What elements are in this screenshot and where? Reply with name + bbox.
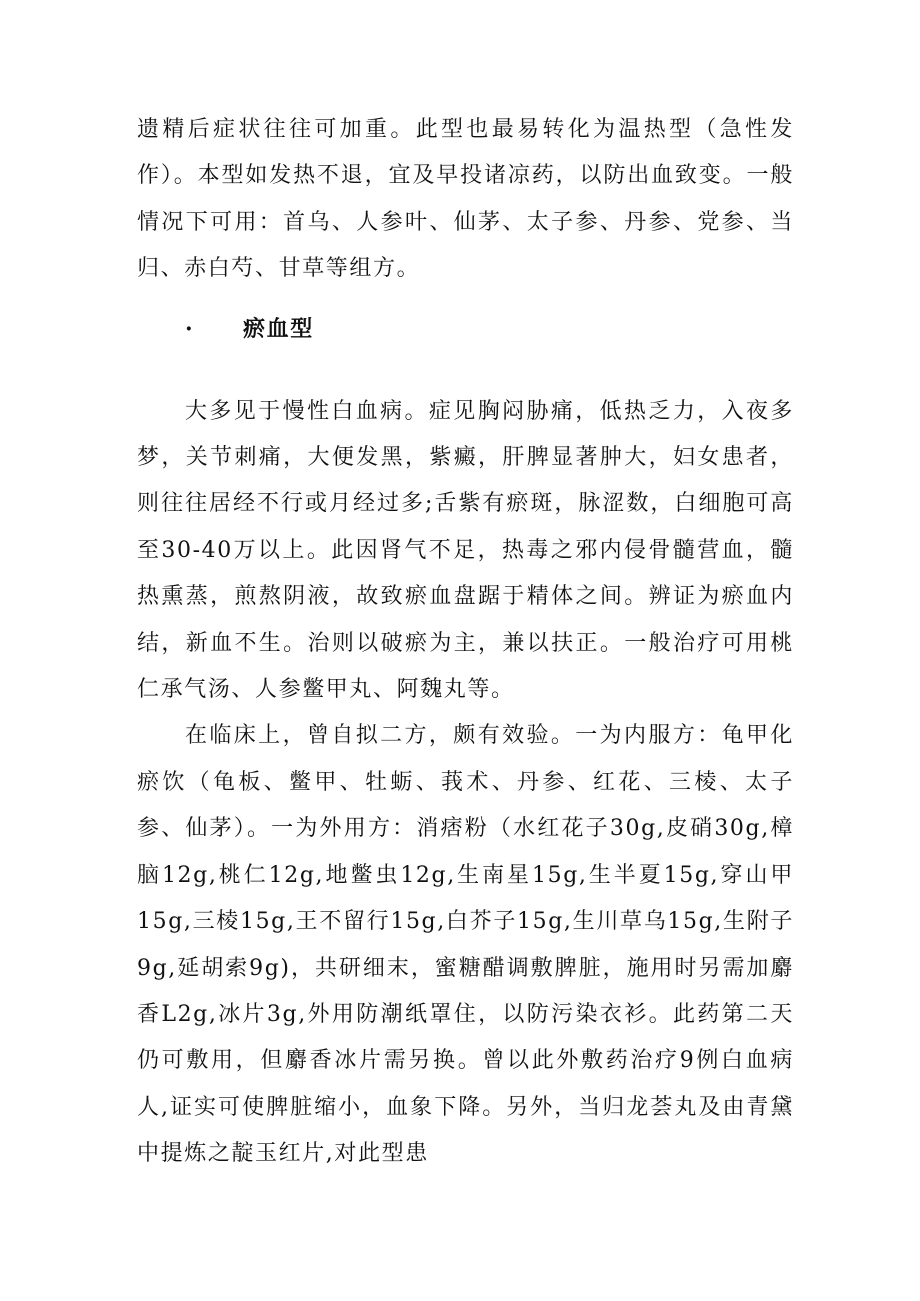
bullet-dot: · xyxy=(185,316,195,343)
paragraph-clinical-prescriptions: 在临床上，曾自拟二方，颇有效验。一为内服方：龟甲化瘀饮（龟板、鳖甲、牡蛎、莪术、丹参、红花、三棱、太子参、仙茅）。一为外用方：消痞粉（水红花子30g,皮硝30g,樟脑12g,桃仁12g,地鳖虫12g,生南星15g,生半夏15g,穿山甲15g,三棱15g,王不留行15g,白芥子15g,生川草乌15g,生附子9g,延胡索9g)，共研细末，蜜糖醋调敷脾脏，施用时另需加麝香L2g,冰片3g,外用防潮纸罩住，以防污染衣衫。此药第二天仍可敷用，但麝香冰片需另换。曾以此外敷药治疗9例白血病人,证实可使脾脏缩小，血象下降。另外，当归龙荟丸及由青黛中提炼之靛玉红片,对此型患 xyxy=(137,723,794,1167)
paragraph-blood-stasis-description: 大多见于慢性白血病。症见胸闷胁痛，低热乏力，入夜多梦，关节刺痛，大便发黑，紫癜，肝脾显著肿大，妇女患者，则往往居经不行或月经过多;舌紫有瘀斑，脉涩数，白细胞可高至30-40万以上。此因肾气不足，热毒之邪内侵骨髓营血，髓热熏蒸，煎熬阴液，故致瘀血盘踞于精体之间。辨证为瘀血内结，新血不生。治则以破瘀为主，兼以扶正。一般治疗可用桃仁承气汤、人参鳖甲丸、阿魏丸等。 xyxy=(137,398,794,703)
section-heading xyxy=(137,307,794,353)
section-heading-text: 瘀血型 xyxy=(243,316,314,343)
paragraph-cold-type-end: 遗精后症状往往可加重。此型也最易转化为温热型（急性发作）。本型如发热不退，宜及早投诸凉药，以防出血致变。一般情况下可用：首乌、人参叶、仙茅、太子参、丹参、党参、当归、赤白芍、甘草等组方。 xyxy=(137,117,794,282)
